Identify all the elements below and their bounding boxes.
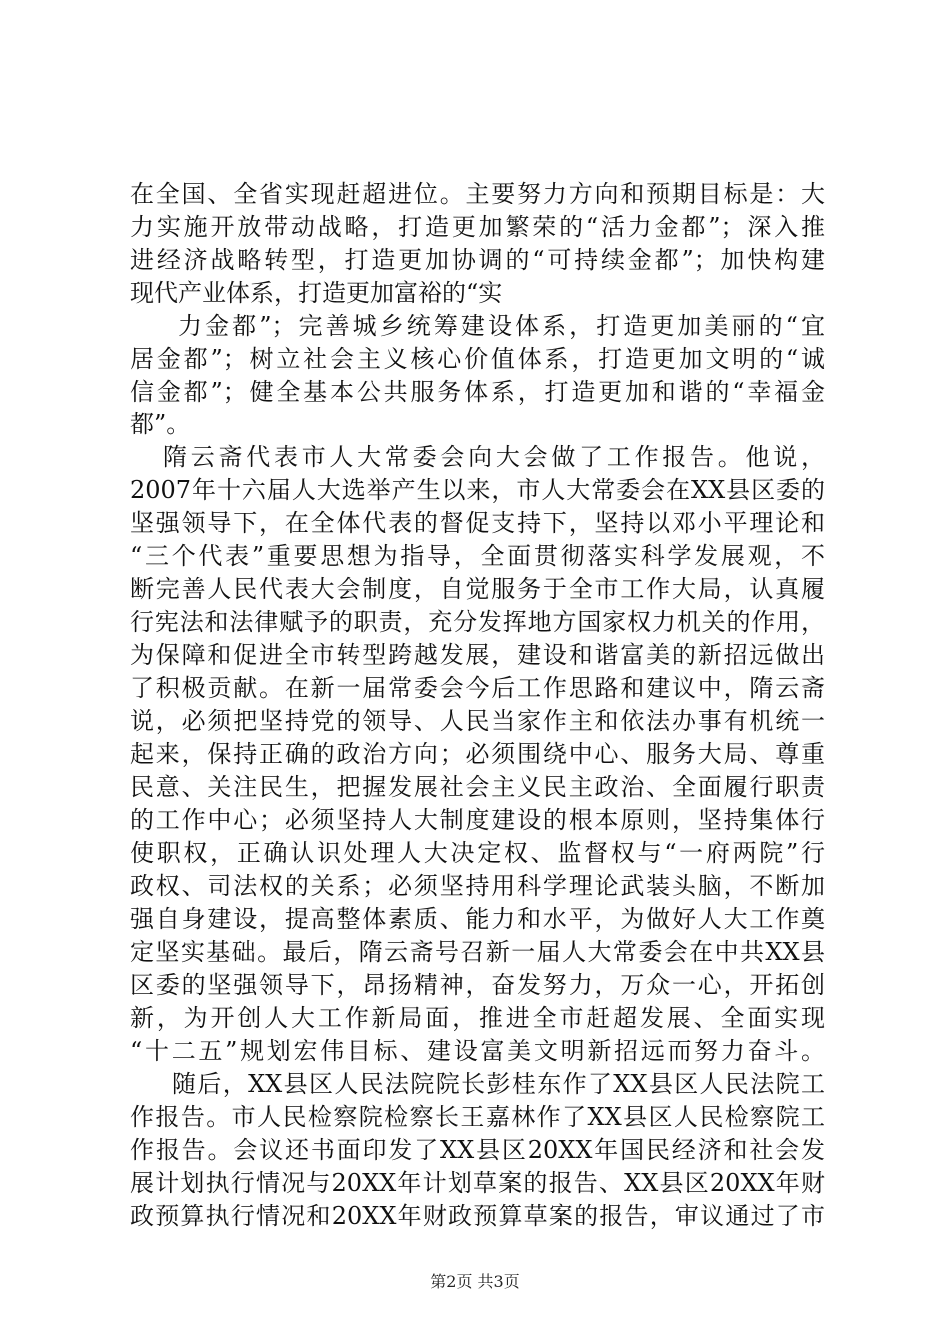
text-line: 民意、关注民生，把握发展社会主义民主政治、全面履行职责 (130, 773, 825, 801)
text-line: 信金都”；健全基本公共服务体系，打造更加和谐的“幸福金 (130, 378, 825, 406)
text-line: “十二五”规划宏伟目标、建设富美文明新招远而努力奋斗。 (130, 1037, 825, 1065)
text-line: 了积极贡献。在新一届常委会今后工作思路和建议中，隋云斋 (130, 674, 825, 702)
text-line: 坚强领导下，在全体代表的督促支持下，坚持以邓小平理论和 (130, 509, 825, 537)
text-line: 行宪法和法律赋予的职责，充分发挥地方国家权力机关的作用， (130, 608, 825, 636)
text-line: 2007年十六届人大选举产生以来，市人大常委会在XX县区委的 (130, 476, 825, 504)
paragraph-first-line: 隋云斋代表市人大常委会向大会做了工作报告。他说， (163, 443, 825, 471)
text-line: 进经济战略转型，打造更加协调的“可持续金都”；加快构建 (130, 246, 825, 274)
text-line: 都”。 (130, 410, 191, 438)
text-line: 政预算执行情况和20XX年财政预算草案的报告，审议通过了市 (130, 1202, 825, 1230)
text-line: 政权、司法权的关系；必须坚持用科学理论武装头脑，不断加 (130, 872, 825, 900)
text-line: 区委的坚强领导下，昂扬精神，奋发努力，万众一心，开拓创 (130, 971, 825, 999)
text-line: 现代产业体系，打造更加富裕的“实 (130, 279, 503, 307)
text-line: 在全国、全省实现赶超进位。主要努力方向和预期目标是：大 (130, 180, 825, 208)
text-line: 作报告。会议还书面印发了XX县区20XX年国民经济和社会发 (130, 1136, 825, 1164)
paragraph-first-line: 随后，XX县区人民法院院长彭桂东作了XX县区人民法院工 (172, 1070, 825, 1098)
text-line: 强自身建设，提高整体素质、能力和水平，为做好人大工作奠 (130, 905, 825, 933)
text-line: 展计划执行情况与20XX年计划草案的报告、XX县区20XX年财 (130, 1169, 825, 1197)
text-line: 定坚实基础。最后，隋云斋号召新一届人大常委会在中共XX县 (130, 938, 825, 966)
page-footer: 第2页 共3页 (430, 1272, 520, 1291)
text-line: 新，为开创人大工作新局面，推进全市赶超发展、全面实现 (130, 1004, 825, 1032)
text-line: 为保障和促进全市转型跨越发展，建设和谐富美的新招远做出 (130, 641, 825, 669)
text-line: 使职权，正确认识处理人大决定权、监督权与“一府两院”行 (130, 839, 825, 867)
text-line: 力实施开放带动战略，打造更加繁荣的“活力金都”；深入推 (130, 213, 825, 241)
text-line: 居金都”；树立社会主义核心价值体系，打造更加文明的“诚 (130, 345, 825, 373)
text-line: 力金都”；完善城乡统筹建设体系，打造更加美丽的“宜 (178, 312, 825, 340)
text-line: 作报告。市人民检察院检察长王嘉林作了XX县区人民检察院工 (130, 1103, 825, 1131)
text-line: 的工作中心；必须坚持人大制度建设的根本原则，坚持集体行 (130, 806, 825, 834)
text-line: 断完善人民代表大会制度，自觉服务于全市工作大局，认真履 (130, 575, 825, 603)
text-line: “三个代表”重要思想为指导，全面贯彻落实科学发展观，不 (130, 542, 825, 570)
text-line: 起来，保持正确的政治方向；必须围绕中心、服务大局、尊重 (130, 740, 825, 768)
text-line: 说，必须把坚持党的领导、人民当家作主和依法办事有机统一 (130, 707, 825, 735)
